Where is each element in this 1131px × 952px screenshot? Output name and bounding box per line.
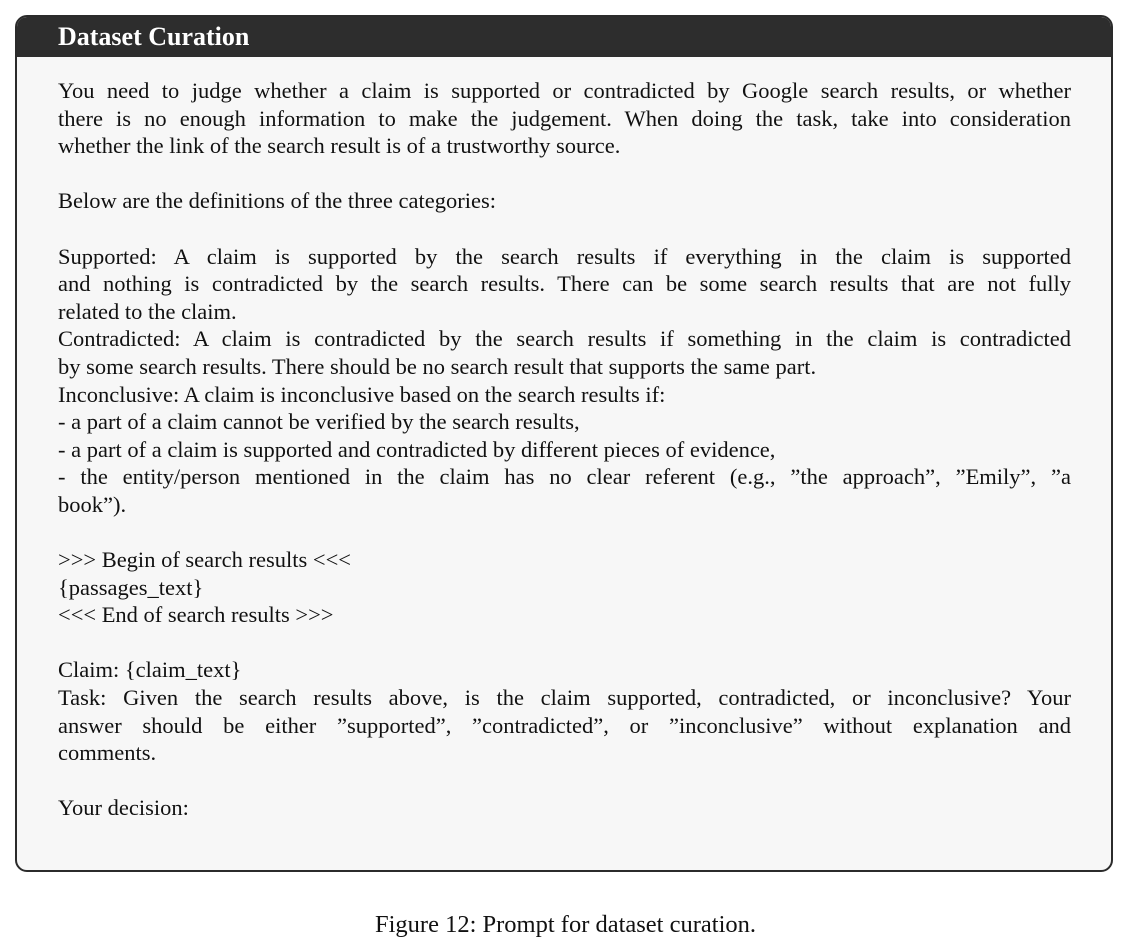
claim-line: Claim: {claim_text} [58,657,242,683]
definition-line: Contradicted: A claim is contradicted by the search results if something in the claim is contradicted [58,326,1071,352]
decision-line: Your decision: [58,795,189,821]
search-begin: >>> Begin of search results <<< [58,547,351,573]
prompt-box [15,15,1113,872]
intro-line: You need to judge whether a claim is supported or contradicted by Google search results, or whether [58,78,1071,103]
passages-placeholder: {passages_text} [58,574,204,600]
figure-caption: Figure 12: Prompt for dataset curation. [374,911,757,938]
search-end: <<< End of search results >>> [58,602,334,628]
definition-line: - the entity/person mentioned in the claim has no clear referent (e.g., ”the approach”, ”Emily”, ”a [58,464,1071,490]
task-line: answer should be either ”supported”, ”contradicted”, or ”inconclusive” without explanation and [58,712,1071,738]
prompt-body [58,77,1071,822]
definition-line: - a part of a claim is supported and contradicted by different pieces of evidence, [58,436,776,462]
prompt-title: Dataset Curation [17,17,1111,57]
task-line: Task: Given the search results above, is the claim supported, contradicted, or inconclusive? Your [58,685,1071,711]
definition-line: related to the claim. [58,298,237,324]
definition-line: and nothing is contradicted by the search results. There can be some search results that are not fully [58,271,1071,297]
definition-line: Inconclusive: A claim is inconclusive based on the search results if: [58,381,666,407]
definition-line: book”). [58,491,127,517]
definitions-heading: Below are the definitions of the three categories: [58,188,496,214]
definition-line: - a part of a claim cannot be verified by the search results, [58,409,580,435]
intro-line: there is no enough information to make the judgement. When doing the task, take into consideration [58,105,1071,131]
definition-line: by some search results. There should be no search result that supports the same part. [58,353,817,379]
intro-line: whether the link of the search result is of a trustworthy source. [58,133,621,159]
task-line: comments. [58,740,157,766]
definition-line: Supported: A claim is supported by the search results if everything in the claim is supported [58,243,1071,269]
